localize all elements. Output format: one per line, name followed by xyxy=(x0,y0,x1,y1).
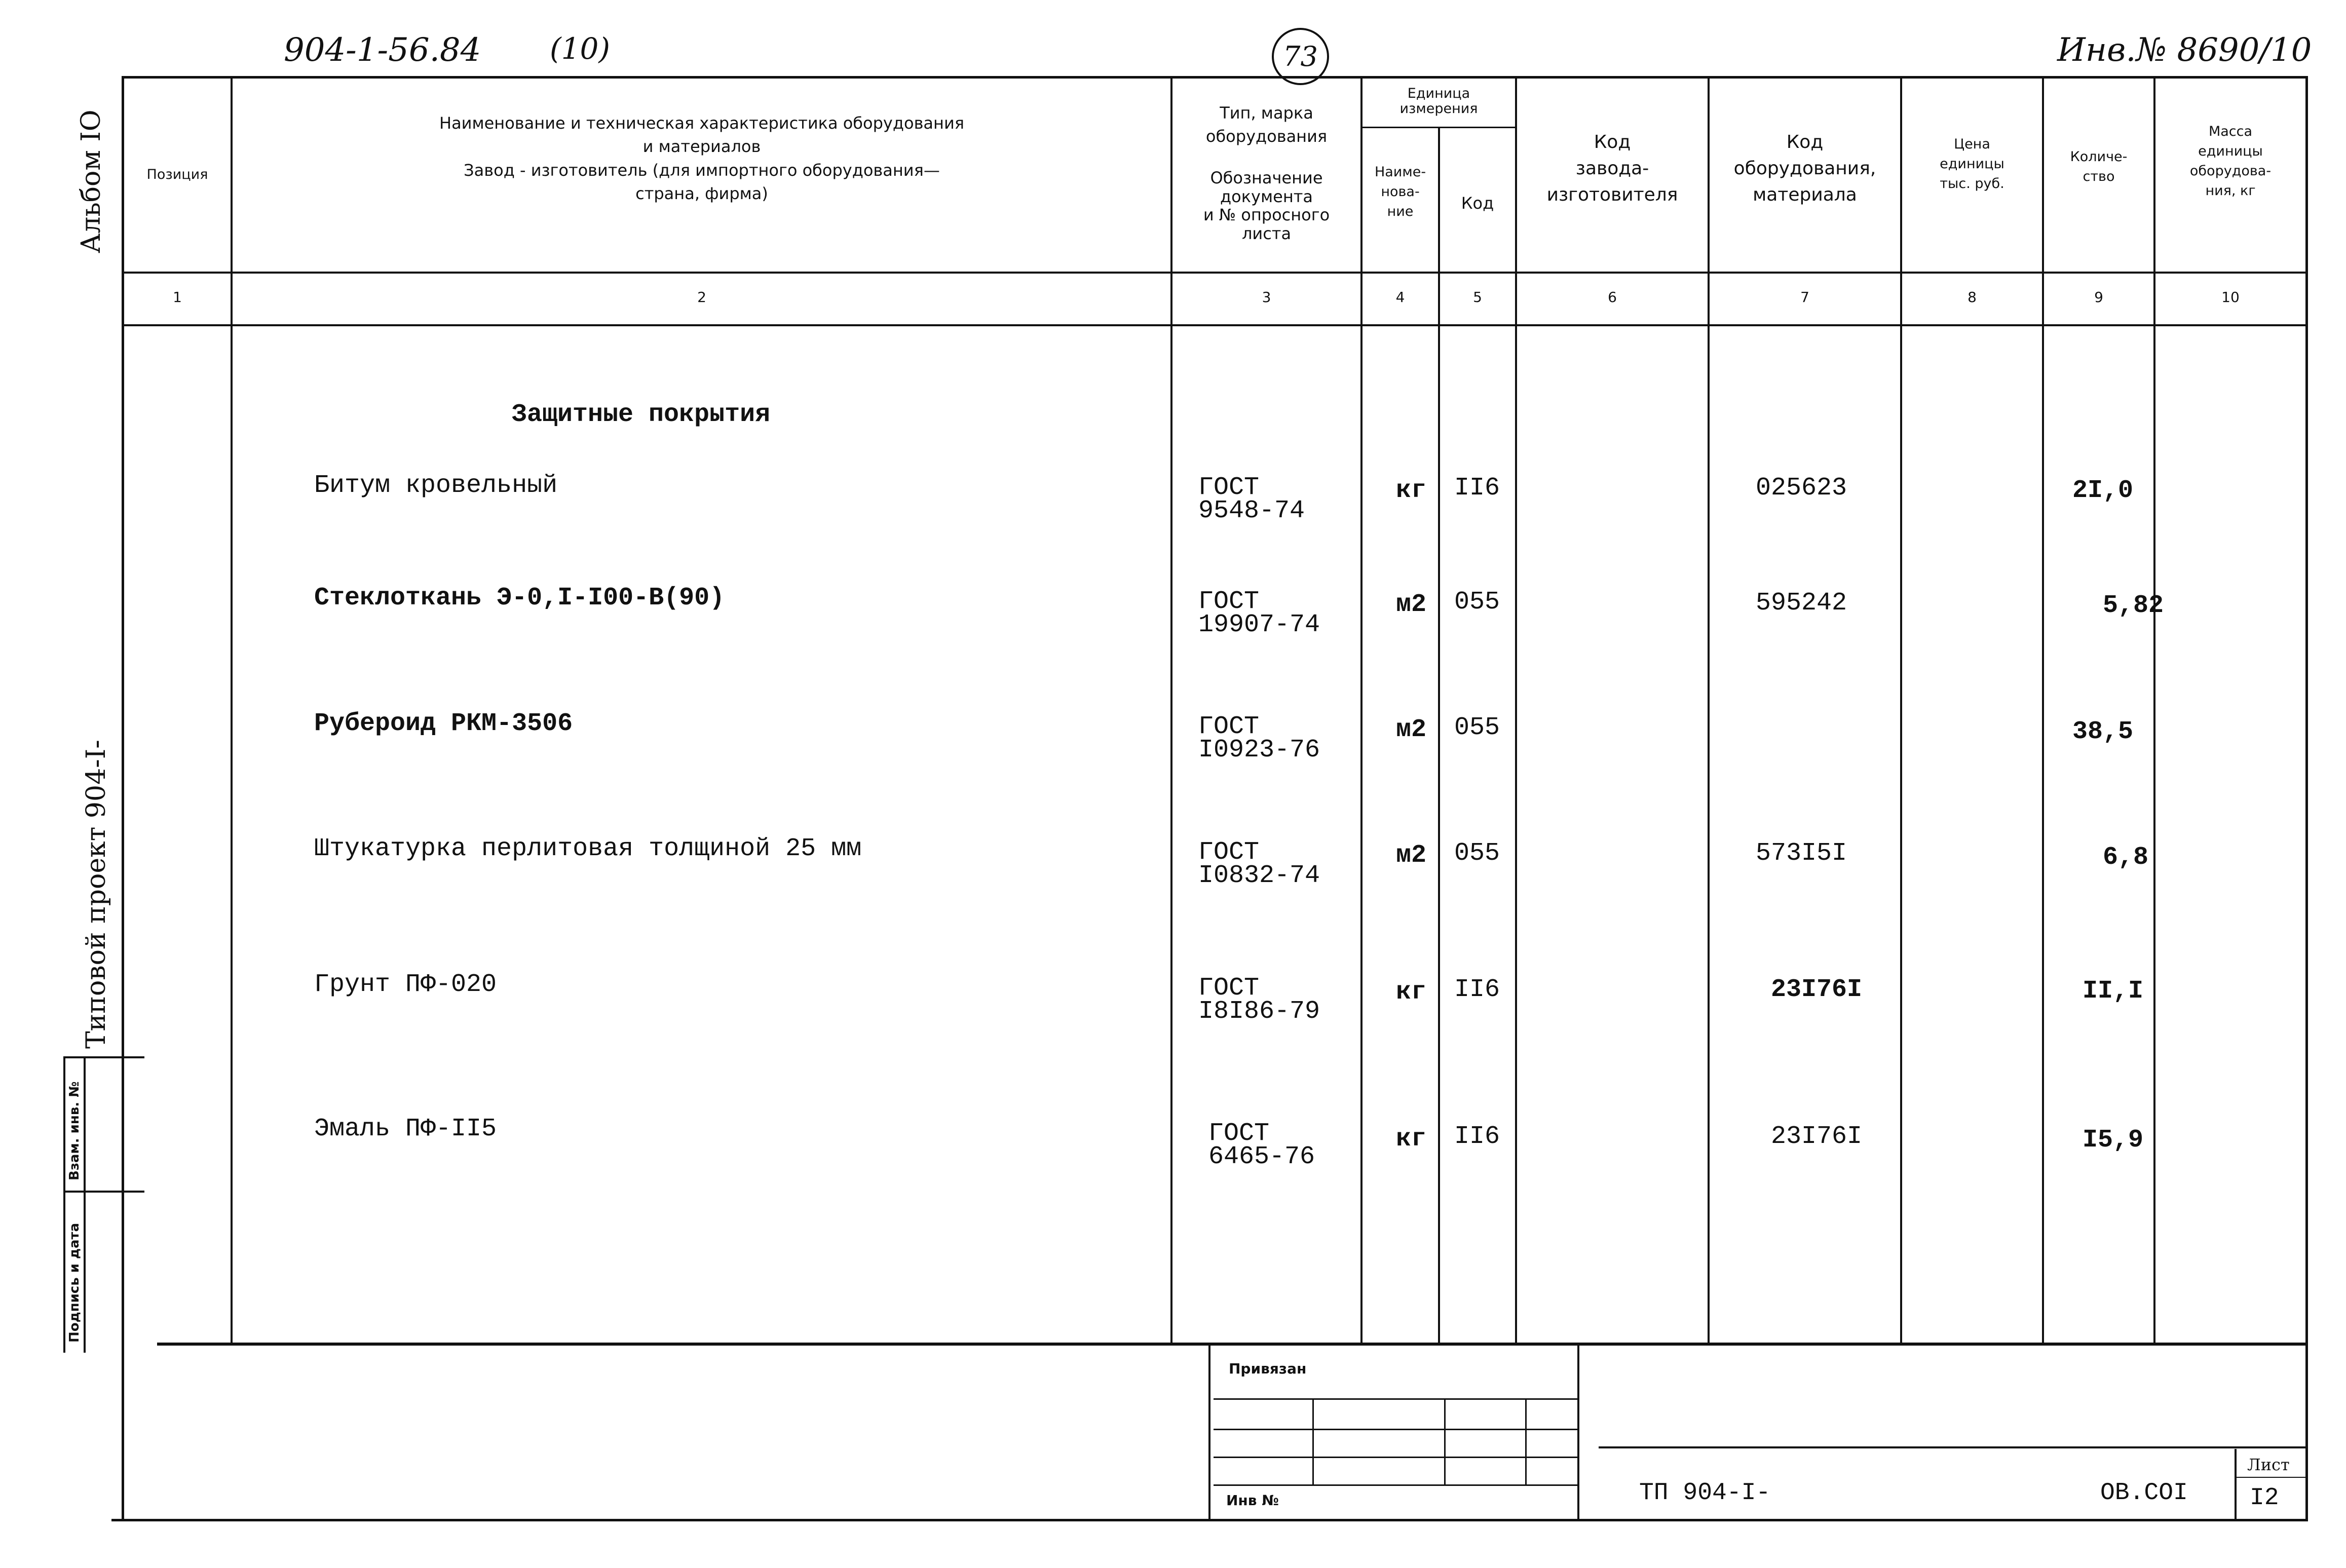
item-material-code: 025623 xyxy=(1756,474,1847,503)
stamp-col-line-2 xyxy=(1444,1399,1446,1485)
col-sep-5 xyxy=(1515,76,1517,1343)
item-quantity: 38,5 xyxy=(2072,717,2134,746)
item-unit-code: II6 xyxy=(1454,474,1500,503)
item-gost: ГОСТ I0923-76 xyxy=(1198,712,1320,764)
side-stamp-inner xyxy=(84,1056,86,1353)
col-sep-1 xyxy=(231,76,233,1343)
item-unit-code: 055 xyxy=(1454,839,1500,868)
vzam-label: Взам. инв. № xyxy=(67,1081,82,1180)
page-number: 73 xyxy=(1272,28,1329,85)
stamp-left-line xyxy=(1208,1346,1210,1520)
item-unit: м2 xyxy=(1396,715,1427,744)
item-quantity: 5,82 xyxy=(2103,591,2164,620)
item-name: Эмаль ПФ-II5 xyxy=(314,1115,497,1143)
section-title: Защитные покрытия xyxy=(512,400,771,429)
col-sep-2 xyxy=(1170,76,1172,1343)
item-quantity: I5,9 xyxy=(2083,1126,2144,1155)
header-unit-name: Наиме- нова- ние xyxy=(1374,164,1426,220)
item-name: Битум кровельный xyxy=(314,471,558,500)
header-price: Цена единицы тыс. руб. xyxy=(1940,136,2004,192)
col-number-2: 2 xyxy=(697,289,706,305)
col-number-1: 1 xyxy=(173,289,182,305)
item-unit: кг xyxy=(1396,978,1427,1007)
col-number-4: 4 xyxy=(1395,289,1405,305)
item-unit-code: 055 xyxy=(1454,713,1500,742)
header-type: Тип, марка оборудования Обозначение документа и № опросного листа xyxy=(1203,103,1330,244)
stamp-mid-line xyxy=(1577,1346,1579,1520)
col-number-8: 8 xyxy=(1967,289,1977,305)
item-quantity: 2I,0 xyxy=(2072,476,2134,505)
col-number-6: 6 xyxy=(1608,289,1617,305)
album-label: Альбом IO xyxy=(76,109,106,253)
body-bottom-line xyxy=(157,1343,2305,1346)
stamp-row-line-3 xyxy=(1214,1457,1578,1458)
item-name: Рубероид РКМ-3506 xyxy=(314,709,573,738)
col-number-9: 9 xyxy=(2094,289,2103,305)
sheet-label: Лист xyxy=(2247,1455,2290,1474)
item-quantity: II,I xyxy=(2083,977,2144,1006)
item-material-code: 23I76I xyxy=(1771,975,1863,1004)
item-unit: м2 xyxy=(1396,590,1427,619)
signature-label: Подпись и дата xyxy=(67,1222,82,1343)
header-bottom-line xyxy=(122,272,2305,274)
doc-code-handwritten: 904-1-56.84 xyxy=(284,31,481,69)
side-stamp-top xyxy=(63,1056,144,1058)
unit-group-line xyxy=(1360,127,1515,128)
side-stamp-left xyxy=(63,1056,65,1353)
item-unit: кг xyxy=(1396,1125,1427,1154)
stamp-row-line-4 xyxy=(1214,1484,1578,1486)
stamp-sheet-code: ОВ.СОI xyxy=(2100,1479,2188,1507)
stamp-sheet-subline xyxy=(2236,1477,2305,1478)
item-unit-code: 055 xyxy=(1454,588,1500,617)
col-sep-6 xyxy=(1708,76,1710,1343)
header-quantity: Количе- ство xyxy=(2070,149,2128,185)
item-unit-code: II6 xyxy=(1454,1122,1500,1151)
stamp-row-line-1 xyxy=(1214,1398,1578,1400)
inventory-number: Инв.№ 8690/10 xyxy=(2057,31,2312,69)
header-factory-code: Код завода- изготовителя xyxy=(1546,132,1678,206)
item-gost: ГОСТ 19907-74 xyxy=(1198,587,1320,639)
item-material-code: 573I5I xyxy=(1756,839,1847,868)
header-material-code: Код оборудования, материала xyxy=(1733,132,1876,206)
col-number-10: 10 xyxy=(2221,289,2240,305)
item-gost: ГОСТ I0832-74 xyxy=(1198,838,1320,890)
numbers-bottom-line xyxy=(122,324,2305,326)
col-sep-9 xyxy=(2153,76,2155,1343)
item-gost: ГОСТ 9548-74 xyxy=(1198,473,1305,525)
item-material-code: 595242 xyxy=(1756,589,1847,618)
album-number: (10) xyxy=(550,31,611,66)
col-sep-4 xyxy=(1438,127,1440,1343)
header-unit-group: Единица измерения xyxy=(1399,86,1478,117)
stamp-col-line-3 xyxy=(1525,1399,1527,1485)
side-stamp-divider xyxy=(63,1191,144,1193)
sheet-number: I2 xyxy=(2250,1484,2279,1512)
col-sep-7 xyxy=(1900,76,1902,1343)
item-name: Грунт ПФ-020 xyxy=(314,970,497,999)
item-unit: м2 xyxy=(1396,841,1427,870)
col-number-5: 5 xyxy=(1473,289,1482,305)
header-position: Позиция xyxy=(146,167,208,182)
item-material-code: 23I76I xyxy=(1771,1122,1863,1151)
header-mass: Масса единицы оборудова- ния, кг xyxy=(2189,124,2272,199)
header-name: Наименование и техническая характеристика оборудования и материалов Завод - изготовитель (для импортного оборудования— страна, фирма) xyxy=(439,113,964,204)
frame-right-line xyxy=(2305,76,2308,1520)
item-name: Стеклоткань Э-0,I-I00-В(90) xyxy=(314,584,725,613)
privyazan-label: Привязан xyxy=(1229,1360,1307,1377)
stamp-doc-code: ТП 904-I- xyxy=(1639,1479,1771,1507)
item-quantity: 6,8 xyxy=(2103,843,2149,872)
header-unit-code: Код xyxy=(1461,194,1494,213)
stamp-title-line xyxy=(1599,1446,2305,1448)
col-sep-8 xyxy=(2042,76,2044,1343)
project-label: Типовой проект 904-I- xyxy=(81,740,111,1049)
col-number-7: 7 xyxy=(1800,289,1809,305)
inv-no-label: Инв № xyxy=(1226,1492,1279,1509)
stamp-row-line-2 xyxy=(1214,1429,1578,1430)
item-gost: ГОСТ I8I86-79 xyxy=(1198,974,1320,1026)
item-unit-code: II6 xyxy=(1454,975,1500,1004)
col-sep-3 xyxy=(1360,76,1363,1343)
item-name: Штукатурка перлитовая толщиной 25 мм xyxy=(314,834,862,863)
item-unit: кг xyxy=(1396,476,1427,505)
col-number-3: 3 xyxy=(1262,289,1271,305)
stamp-col-line-1 xyxy=(1312,1399,1314,1485)
frame-top-line xyxy=(122,76,2305,79)
item-gost: ГОСТ 6465-76 xyxy=(1208,1119,1315,1171)
stamp-sheet-line xyxy=(2235,1449,2237,1520)
